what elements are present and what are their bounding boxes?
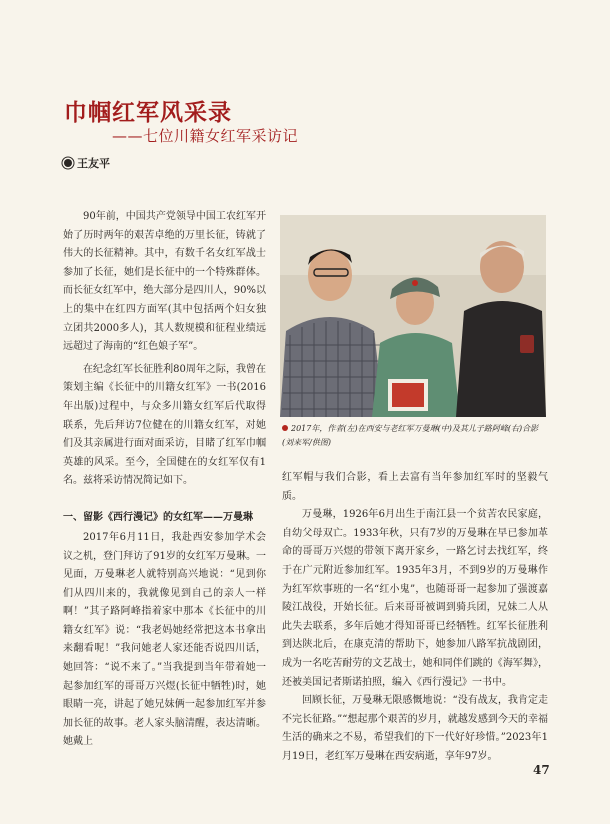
article-photo [280, 215, 546, 417]
photo-caption [282, 422, 548, 450]
right-column [282, 469, 548, 767]
photo-caption-text: 2017年，作者(左)在西安与老红军万曼琳(中)及其儿子路阿峰(右)合影(刘来军/供图) [282, 424, 539, 447]
bullet-icon [64, 159, 72, 167]
body-paragraph: 红军帽与我们合影，看上去富有当年参加红军时的坚毅气质。 [282, 472, 548, 502]
intro-paragraph: 在纪念红军长征胜利80周年之际，我曾在策划主编《长征中的川籍女红军》一书(2016年出版)过程中，与众多川籍女红军后代取得联系，先后拜访7位健在的川籍女红军，对她们及其亲属进行面对面采访，目睹了红军巾帼英雄的风采。至今，全国健在的女红军仅有1名。兹将采访情况简记如下。 [63, 363, 266, 487]
caption-bullet-icon [282, 425, 288, 431]
intro-paragraph: 90年前，中国共产党领导中国工农红军开始了历时两年的艰苦卓绝的万里长征，铸就了伟大的长征精神。其中，有数千名女红军战士参加了长征，她们是长征中的一个特殊群体。而长征女红军中，绝大部分是四川人，90%以上的集中在红四方面军(其中包括两个妇女独立团共2000多人)，其人数规模和征程业绩远远超过了海南的“红色娘子军”。 [63, 211, 266, 353]
author-line [64, 155, 110, 171]
page-number: 47 [533, 763, 550, 777]
author-name: 王友平 [77, 157, 110, 170]
article-title: 巾帼红军风采录 [64, 100, 232, 126]
body-paragraph: 回顾长征，万曼琳无限感慨地说：“没有战友，我肯定走不完长征路。”“想起那个艰苦的岁月，就越发感到今天的幸福生活的确来之不易，希望我们的下一代好好珍惜。”2023年1月19日，老红军万曼琳在西安病逝，享年97岁。 [282, 695, 548, 762]
body-paragraph: 万曼琳，1926年6月出生于南江县一个贫苦农民家庭，自幼父母双亡。1933年秋，只有7岁的万曼琳在早已参加革命的哥哥万兴煜的带领下离开家乡，一路乞讨去找红军，终于在广元附近参加红军。1935年3月，不到9岁的万曼琳作为红军炊事班的一名“红小鬼”，也随哥哥一起参加了强渡嘉陵江战役，开始长征。后来哥哥被调到骑兵团，兄妹二人从此失去联系，多年后她才得知哥哥已经牺牲。红军长征胜利到达陕北后，在康克清的帮助下，她参加八路军抗战剧团，成为一名吃苦耐劳的文艺战士，她和同伴们跳的《海军舞》，还被美国记者斯诺拍照，编入《西行漫记》一书中。 [282, 509, 548, 688]
left-column [63, 208, 266, 752]
article-subtitle: ——七位川籍女红军采访记 [112, 127, 299, 145]
section-heading: 一、留影《西行漫记》的女红军——万曼琳 [63, 511, 253, 523]
body-paragraph: 2017年6月11日，我赴西安参加学术会议之机，登门拜访了91岁的女红军万曼琳。一见面，万曼琳老人就特别高兴地说：“见到你们从四川来的，我就像见到自己的亲人一样啊！”其子路阿峰指着家中那本《长征中的川籍女红军》说：“我老妈她经常把这本书拿出来翻看呢！”我问她老人家还能否说四川话，她回答：“说不来了。”当我提到当年带着她一起参加红军的哥哥万兴煜(长征中牺牲)时，她眼睛一亮，讲起了她兄妹俩一起参加红军并参加长征的故事。老人家头脑清醒，表达清晰。她戴上 [63, 531, 266, 748]
